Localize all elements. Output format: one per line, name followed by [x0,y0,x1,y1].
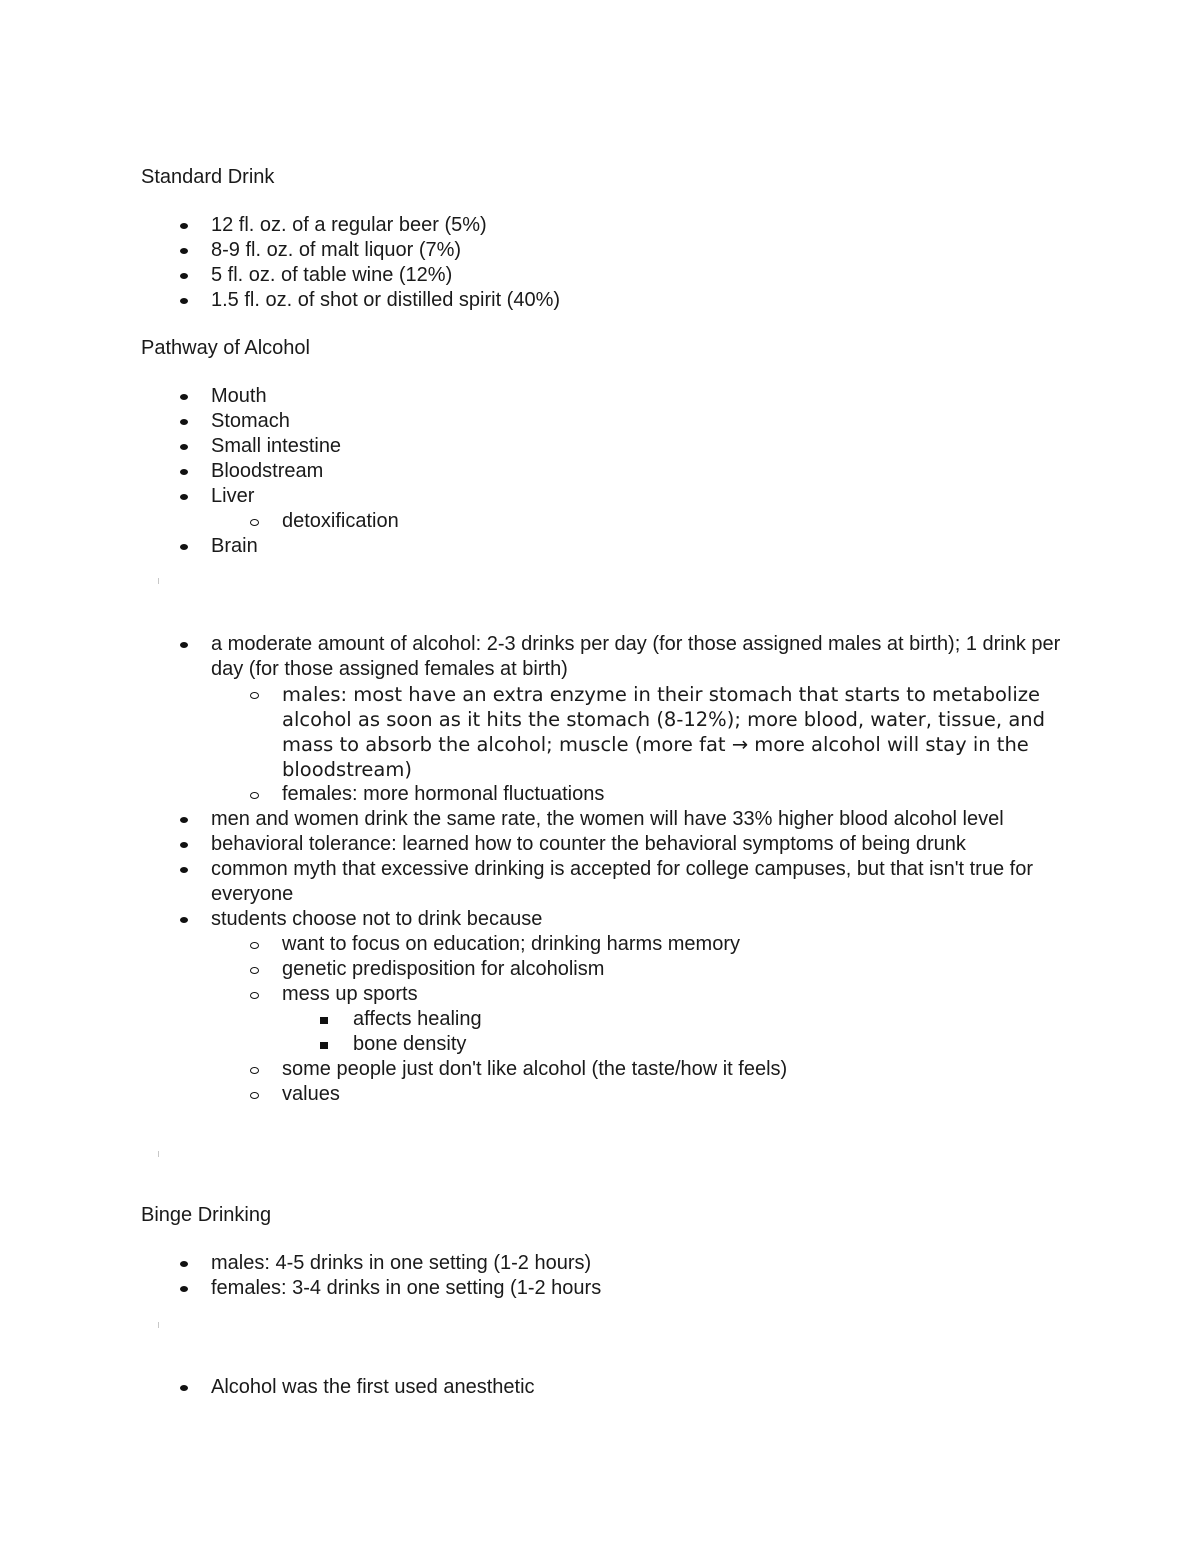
binge-list [141,1251,1061,1301]
list-item: Mouth [141,384,1061,409]
sub-sub-list-item: bone density [282,1032,1061,1057]
sub-list-item: males: most have an extra enzyme in their stomach that starts to metabolize alcohol as soon as it hits the stomach (8-12%); more blood, water, tissue, and mass to absorb the alcohol; muscle (more fat → more alcohol will stay in the bloodstream) [211,682,1061,782]
list-item: 5 fl. oz. of table wine (12%) [141,263,1061,288]
sub-list-item: some people just don't like alcohol (the taste/how it feels) [211,1057,1061,1082]
list-item: Bloodstream [141,459,1061,484]
list-item [141,907,1061,1107]
sub-list-item-label: mess up sports [282,983,418,1005]
sub-list-item: values [211,1082,1061,1107]
list-item [141,484,1061,534]
sports-sublist [282,1007,1061,1057]
list-item: 1.5 fl. oz. of shot or distilled spirit (40%) [141,288,1061,313]
list-item: 12 fl. oz. of a regular beer (5%) [141,213,1061,238]
sub-sub-list-item: affects healing [282,1007,1061,1032]
list-item-label: students choose not to drink because [211,908,543,930]
list-item: Alcohol was the first used anesthetic [141,1375,1061,1400]
list-item: males: 4-5 drinks in one setting (1-2 hours) [141,1251,1061,1276]
list-item: common myth that excessive drinking is accepted for college campuses, but that isn't true for everyone [141,857,1061,907]
list-item: females: 3-4 drinks in one setting (1-2 hours [141,1276,1061,1301]
liver-sublist [211,509,1061,534]
pathway-list [141,384,1061,559]
list-item: behavioral tolerance: learned how to counter the behavioral symptoms of being drunk [141,832,1061,857]
list-item [141,632,1061,807]
list-item: Small intestine [141,434,1061,459]
moderate-sublist [211,682,1061,807]
list-item-label: Liver [211,485,255,507]
moderate-list [141,632,1061,1107]
list-item: Stomach [141,409,1061,434]
list-item-label: a moderate amount of alcohol: 2-3 drinks per day (for those assigned males at birth); 1 drink per day (for those assigned females at birth) [211,633,1061,680]
list-item: Brain [141,534,1061,559]
fact-list [141,1375,1061,1400]
section-divider-mark [158,1151,159,1157]
list-item: men and women drink the same rate, the women will have 33% higher blood alcohol level [141,807,1061,832]
list-item: 8-9 fl. oz. of malt liquor (7%) [141,238,1061,263]
reasons-sublist [211,932,1061,1107]
heading-pathway: Pathway of Alcohol [141,337,310,359]
section-divider-mark [158,1322,159,1328]
sub-list-item: genetic predisposition for alcoholism [211,957,1061,982]
heading-binge-drinking: Binge Drinking [141,1204,272,1226]
standard-drink-list [141,213,1061,313]
sub-list-item: want to focus on education; drinking harms memory [211,932,1061,957]
sub-list-item: females: more hormonal fluctuations [211,782,1061,807]
sub-list-item [211,982,1061,1057]
heading-standard-drink: Standard Drink [141,166,275,188]
sub-list-item: detoxification [211,509,1061,534]
section-divider-mark [158,578,159,584]
